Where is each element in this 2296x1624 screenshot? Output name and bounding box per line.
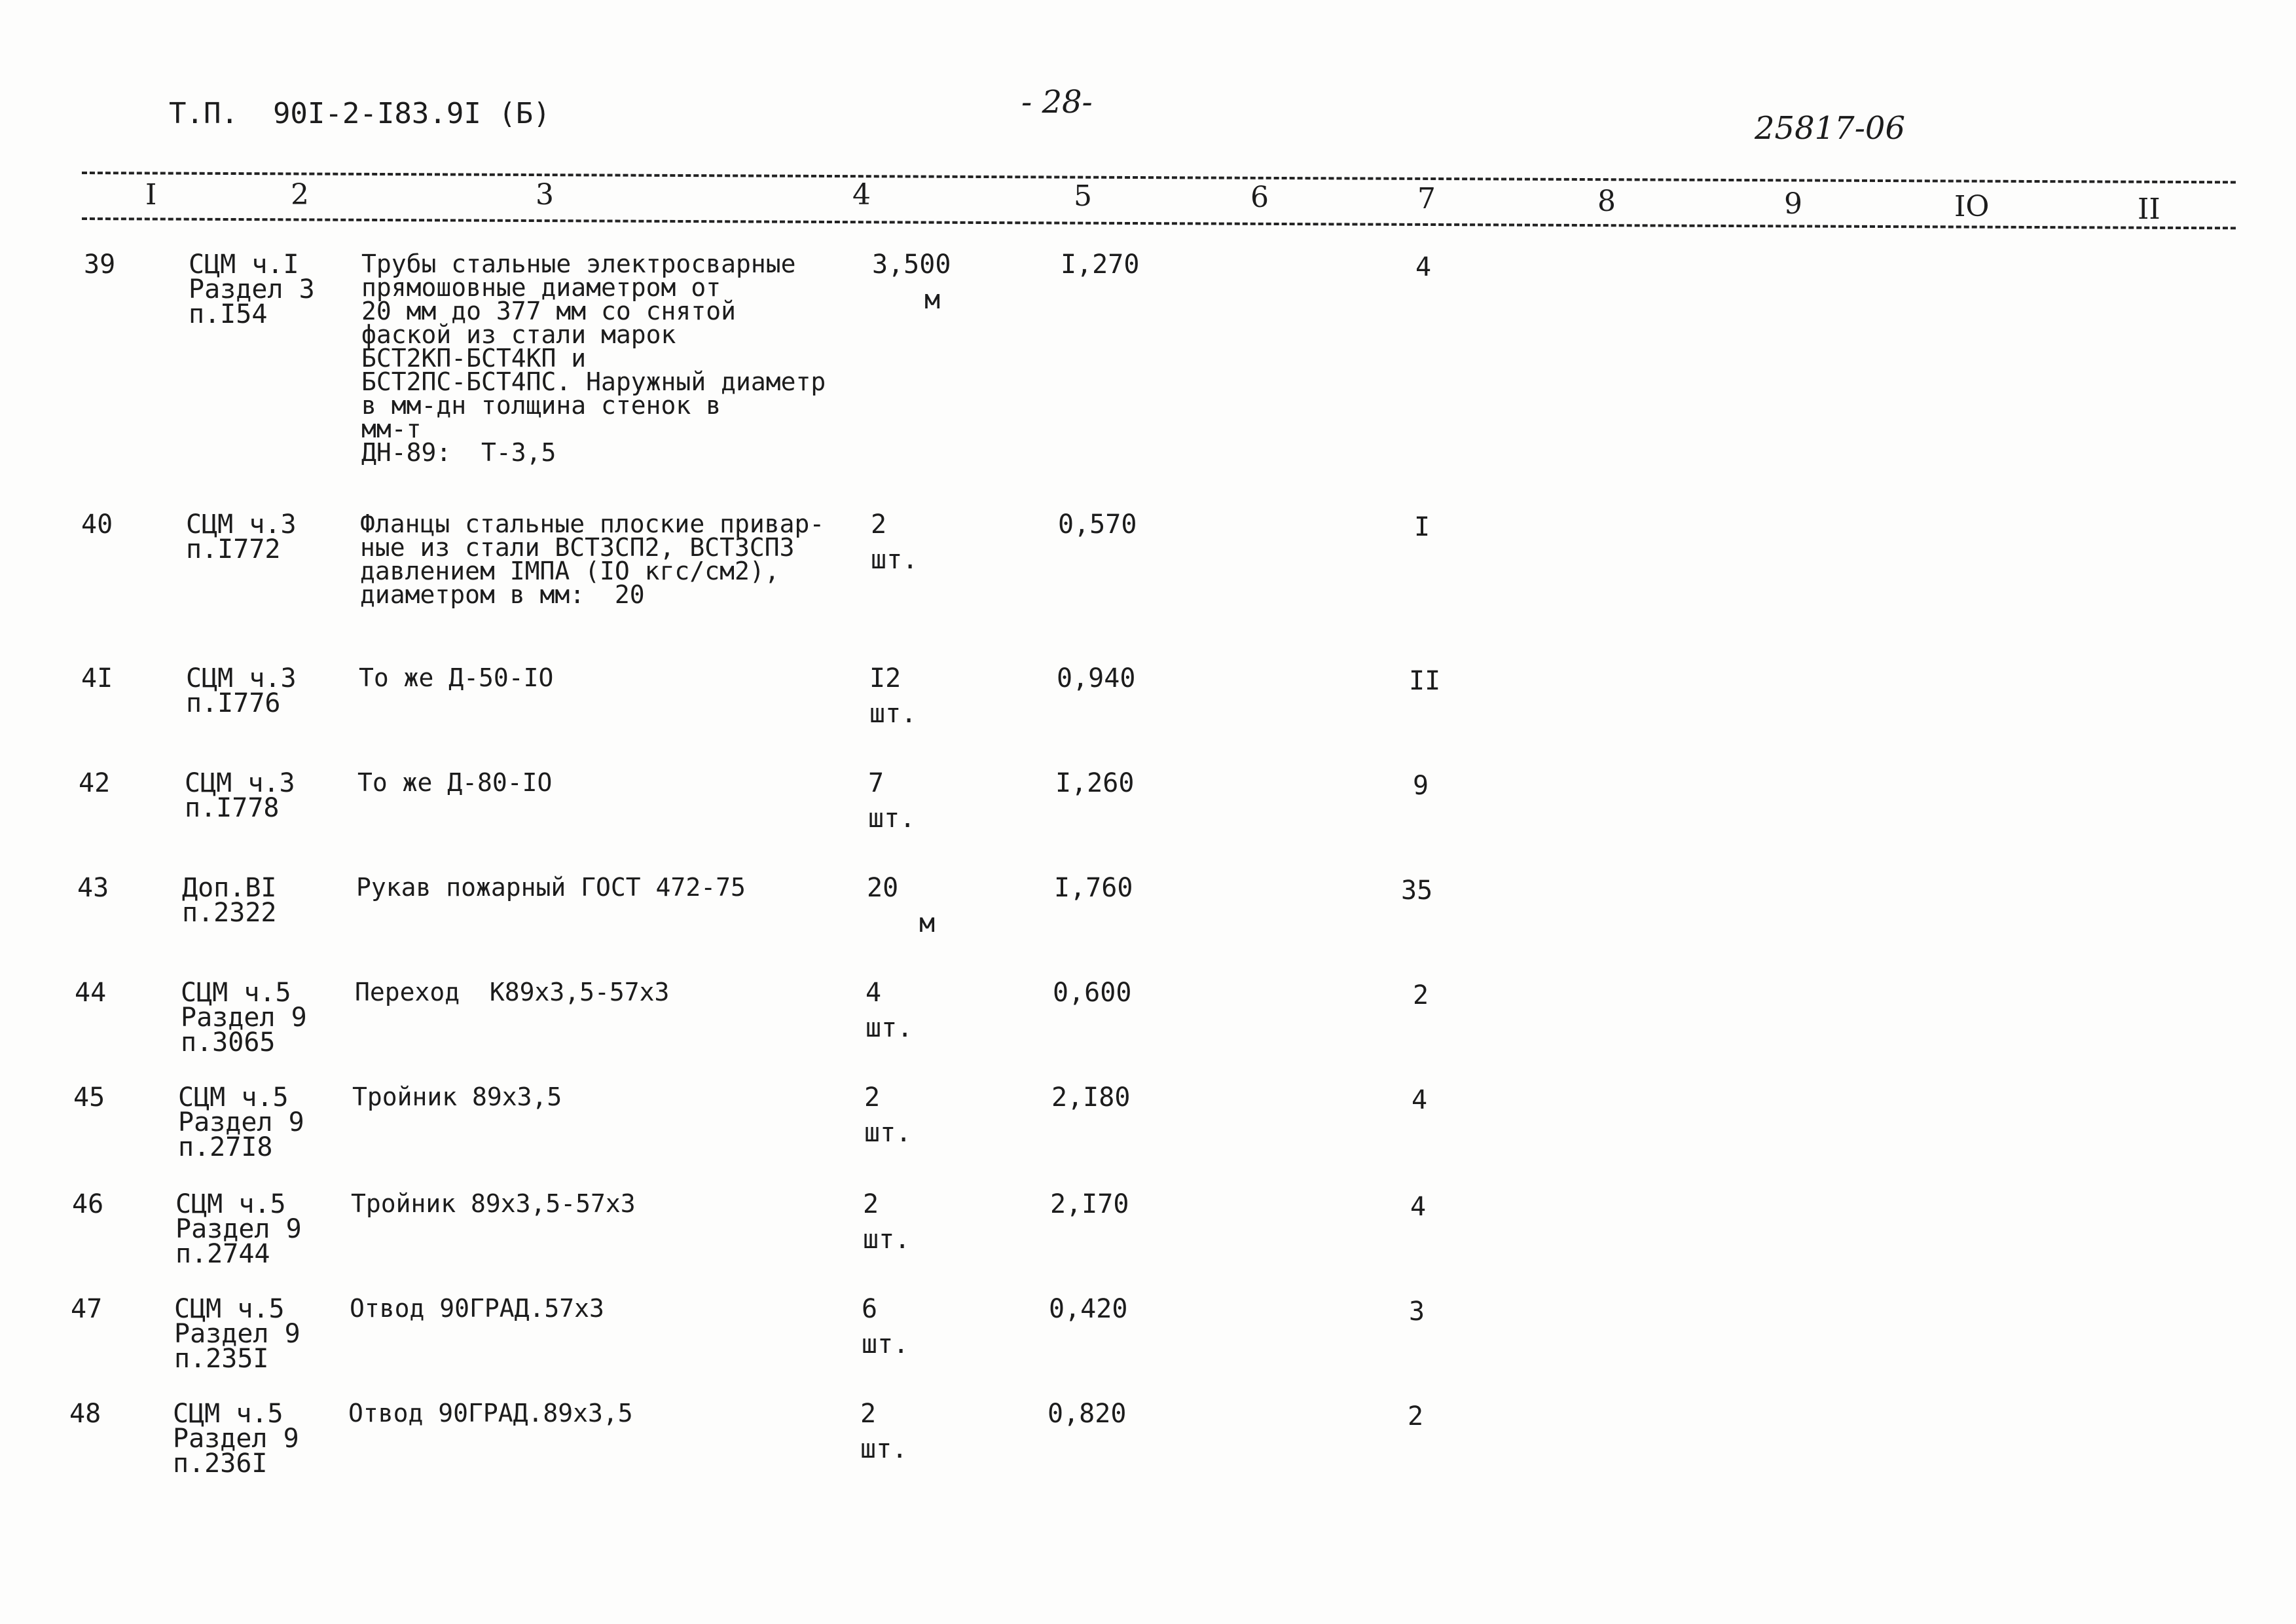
item-description: То же Д-80-IO	[357, 768, 553, 797]
price-reference: СЦМ ч.I Раздел 3 п.I54	[189, 249, 315, 329]
unit: шт.	[866, 1013, 913, 1043]
unit: шт.	[860, 1434, 908, 1464]
item-description: Отвод 90ГРАД.57х3	[350, 1294, 604, 1323]
price-reference: Доп.ВI п.2322	[182, 873, 277, 928]
quantity: 2	[863, 1189, 879, 1219]
column-number: 7	[1417, 182, 1436, 215]
header-bottom-rule	[82, 217, 2236, 229]
item-description: Трубы стальные электросварные прямошовные диаметром от 20 мм до 377 мм со снятой фаской из стали марок БСТ2КП-БСТ4КП и БСТ2ПС-БСТ4ПС. Наружный диаметр в мм-дн толщина стенок в мм-т ДН-89: Т-3,5	[361, 249, 826, 467]
price-reference: СЦМ ч.3 п.I776	[186, 663, 297, 718]
row-number: 45	[73, 1082, 105, 1113]
unit: шт.	[864, 1118, 912, 1148]
unit-mass: I,760	[1054, 873, 1133, 903]
price-reference: СЦМ ч.3 п.I772	[186, 509, 297, 564]
price-reference: СЦМ ч.5 Раздел 9 п.2744	[175, 1189, 302, 1269]
column-number: 2	[291, 178, 309, 212]
quantity: 7	[868, 768, 884, 798]
unit-mass: 0,570	[1058, 509, 1137, 540]
column-number: 8	[1597, 185, 1616, 218]
column-7-value: 35	[1401, 876, 1433, 906]
quantity: 2	[864, 1082, 881, 1113]
unit-mass: 2,I80	[1051, 1082, 1131, 1113]
unit: м	[924, 285, 941, 315]
unit: шт.	[868, 803, 916, 834]
item-description: Переход К89х3,5-57х3	[355, 978, 670, 1006]
item-description: Отвод 90ГРАД.89х3,5	[348, 1399, 633, 1428]
unit: шт.	[863, 1225, 911, 1255]
price-reference: СЦМ ч.5 Раздел 9 п.235I	[174, 1294, 301, 1374]
item-description: Тройник 89х3,5-57х3	[351, 1189, 636, 1218]
item-description: Рукав пожарный ГОСТ 472-75	[356, 873, 746, 902]
column-7-value: 4	[1410, 1192, 1427, 1222]
column-number: 5	[1074, 179, 1092, 213]
column-7-value: I	[1414, 512, 1430, 542]
column-7-value: 4	[1412, 1085, 1428, 1115]
unit: м	[919, 908, 936, 938]
unit: шт.	[871, 545, 919, 575]
quantity: 2	[860, 1399, 877, 1429]
unit-mass: I,270	[1061, 249, 1140, 280]
item-description: Тройник 89х3,5	[352, 1082, 562, 1111]
unit-mass: I,260	[1055, 768, 1135, 798]
row-number: 44	[75, 978, 107, 1008]
unit-mass: 0,940	[1057, 663, 1136, 693]
header-top-rule	[82, 172, 2236, 183]
row-number: 39	[84, 249, 116, 280]
row-number: 47	[71, 1294, 103, 1324]
column-7-value: 2	[1408, 1401, 1424, 1431]
row-number: 42	[79, 768, 111, 798]
column-number: II	[2138, 193, 2160, 226]
price-reference: СЦМ ч.5 Раздел 9 п.236I	[173, 1399, 299, 1479]
quantity: 4	[866, 978, 882, 1008]
row-number: 43	[77, 873, 109, 903]
unit-mass: 0,600	[1053, 978, 1132, 1008]
column-number: 4	[852, 178, 871, 212]
column-number: 6	[1250, 181, 1269, 214]
unit-mass: 0,420	[1049, 1294, 1128, 1324]
quantity: 6	[862, 1294, 878, 1324]
column-7-value: 9	[1413, 771, 1429, 801]
column-number: IO	[1954, 190, 1990, 223]
unit: шт.	[869, 699, 917, 729]
quantity: 3,500	[872, 249, 951, 280]
item-description: Фланцы стальные плоские привар- ные из стали ВСТ3СП2, ВСТ3СП3 давлением IМПА (IO кгс/см2), диаметром в мм: 20	[360, 509, 825, 609]
page-number: - 28-	[1021, 84, 1093, 120]
column-number: 3	[536, 178, 554, 212]
column-7-value: 4	[1415, 252, 1432, 282]
price-reference: СЦМ ч.3 п.I778	[185, 768, 295, 823]
archive-number: 25817-06	[1755, 110, 1905, 147]
column-7-value: 3	[1409, 1297, 1425, 1327]
price-reference: СЦМ ч.5 Раздел 9 п.3065	[181, 978, 307, 1058]
document-code: Т.П. 90I-2-I83.9I (Б)	[169, 97, 551, 130]
row-number: 48	[69, 1399, 101, 1429]
unit: шт.	[862, 1329, 909, 1359]
column-number: 9	[1784, 187, 1802, 221]
quantity: 20	[867, 873, 899, 903]
quantity: 2	[871, 509, 887, 540]
price-reference: СЦМ ч.5 Раздел 9 п.27I8	[178, 1082, 304, 1162]
unit-mass: 2,I70	[1050, 1189, 1129, 1219]
row-number: 46	[72, 1189, 104, 1219]
row-number: 40	[81, 509, 113, 540]
column-number: I	[145, 178, 157, 212]
unit-mass: 0,820	[1048, 1399, 1127, 1429]
row-number: 4I	[81, 663, 113, 693]
item-description: То же Д-50-IO	[359, 663, 554, 692]
quantity: I2	[869, 663, 902, 693]
column-7-value: II	[1409, 666, 1441, 696]
column-7-value: 2	[1413, 980, 1429, 1010]
